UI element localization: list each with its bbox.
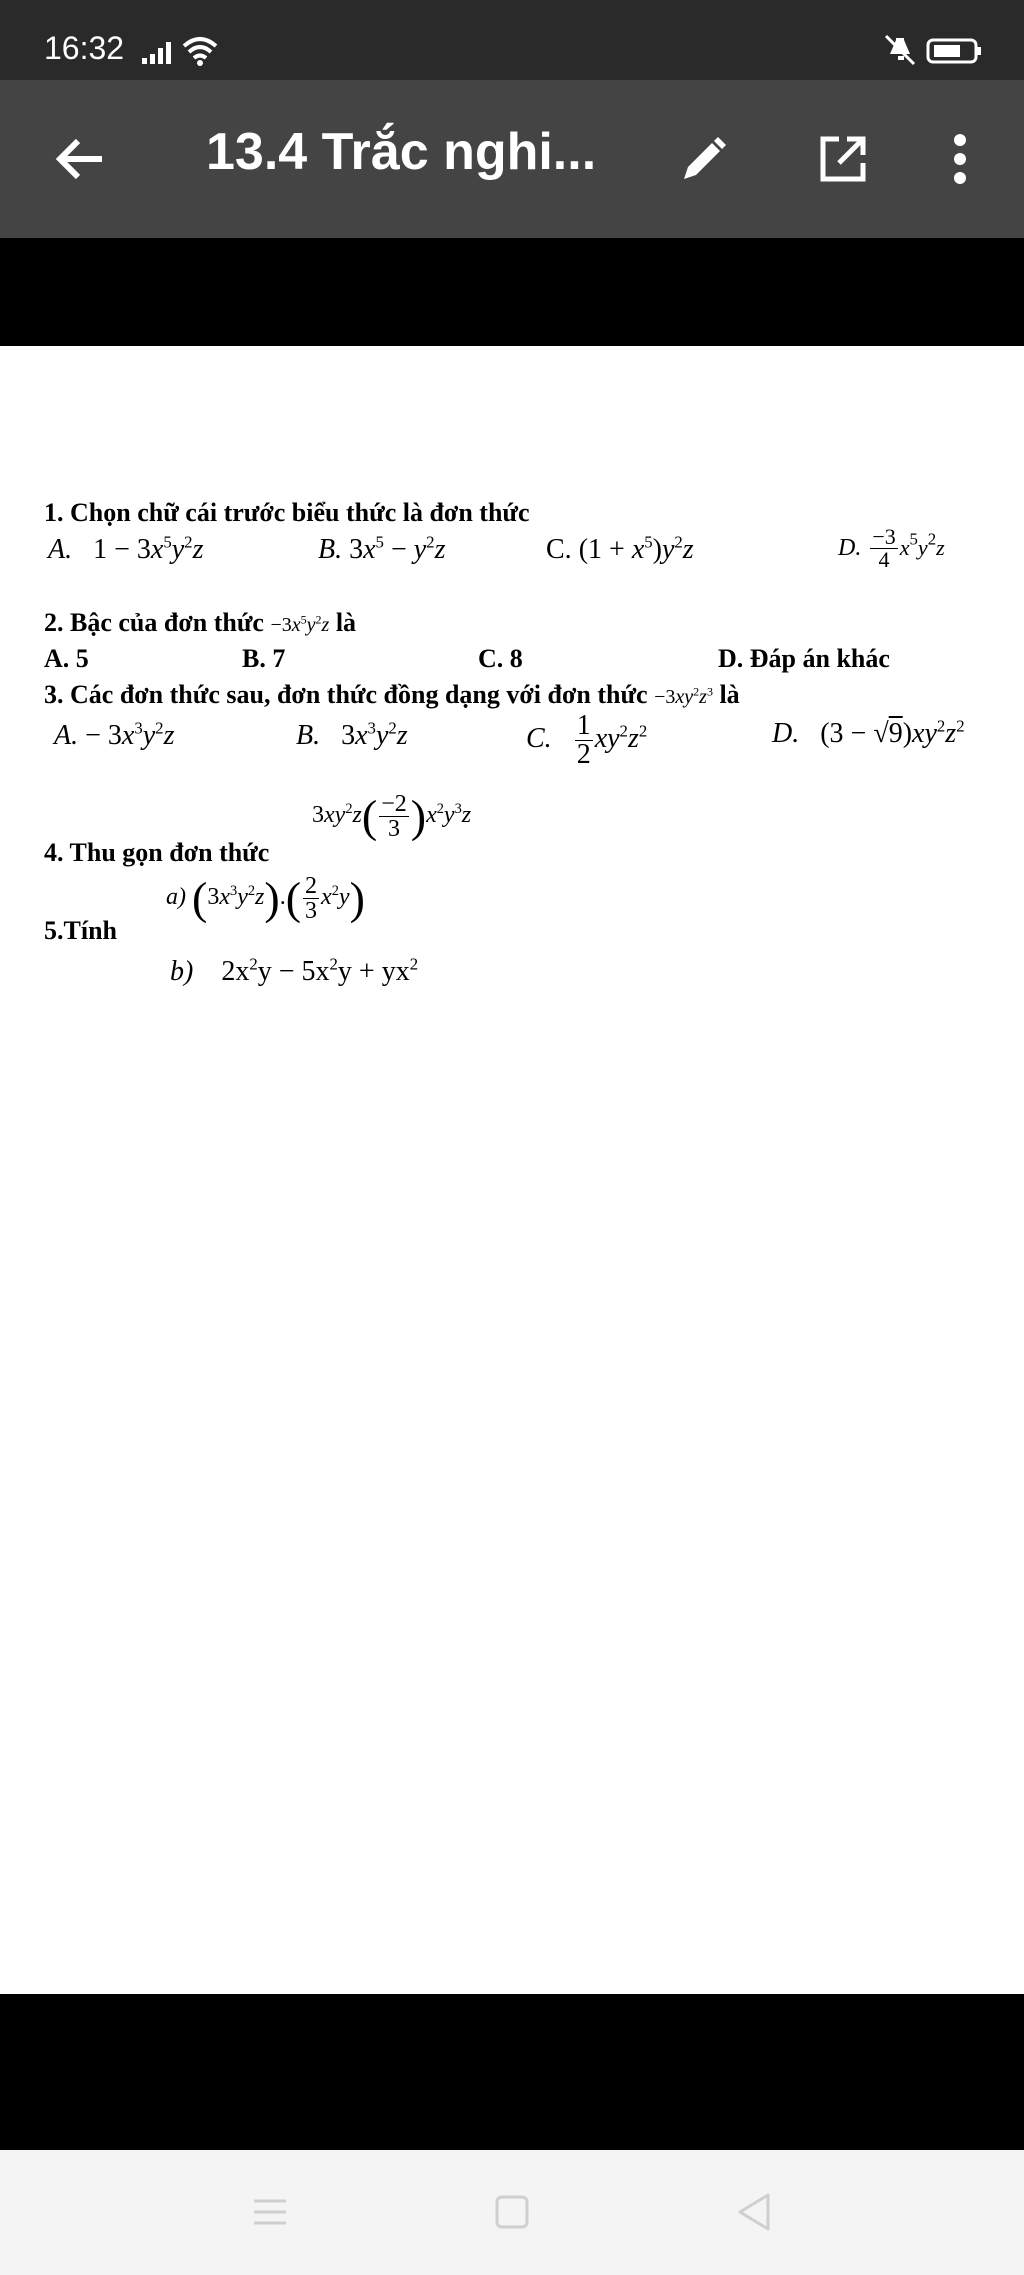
q3-line: 3. Các đơn thức sau, đơn thức đồng dạng với đơn thức $-3xy^2z^3$ là xyxy=(44,680,740,709)
q3-suffix: là xyxy=(719,680,740,709)
q2-option-d: D. Đáp án khác xyxy=(718,644,890,673)
status-time: 16:32 xyxy=(44,30,125,66)
q1-text: 1. Chọn chữ cái trước biểu thức là đơn thức xyxy=(44,498,530,527)
q3-text: 3. Các đơn thức sau, đơn thức đồng dạng với đơn thức xyxy=(44,680,648,709)
q2-option-c: C. 8 xyxy=(478,644,523,673)
status-right-icons xyxy=(884,34,984,71)
q1-d-label: D. xyxy=(838,534,862,561)
mute-battery-icons xyxy=(884,34,984,66)
app-bar xyxy=(0,80,1024,238)
recents-button[interactable] xyxy=(230,2180,310,2244)
q1-b-label: B. xyxy=(318,534,343,565)
q1-c-label: C. xyxy=(546,534,572,565)
q3-b-label: B. xyxy=(296,720,321,751)
q2-text: 2. Bậc của đơn thức xyxy=(44,608,264,637)
more-vert-icon xyxy=(952,133,968,185)
q3-d-label: D. xyxy=(772,718,800,749)
q2-suffix: là xyxy=(335,608,357,637)
q2-option-a: A. 5 xyxy=(44,644,89,673)
q3-a-label: A. xyxy=(54,720,79,751)
home-square-icon xyxy=(494,2194,530,2230)
edit-button[interactable] xyxy=(668,128,738,192)
open-external-button[interactable] xyxy=(808,126,878,192)
q5-b-label: b) xyxy=(170,956,194,987)
q2-line: 2. Bậc của đơn thức $-3x^5y^2z$ là xyxy=(44,608,357,637)
q1-option-d: D. $\frac{-3}{4}$ $x^5y^2z$ xyxy=(838,524,945,572)
back-triangle-icon xyxy=(736,2192,772,2232)
more-options-button[interactable] xyxy=(940,124,980,194)
pencil-icon xyxy=(678,135,728,185)
signal-wifi-icons xyxy=(140,34,230,66)
back-arrow-icon xyxy=(54,137,106,181)
status-bar xyxy=(0,0,1024,80)
document-title: 13.4 Trắc nghi... xyxy=(206,123,597,181)
q3-option-b: B. $3x^3y^2z$ xyxy=(296,718,408,751)
q5-part-b: b) $2x^2y - 5x^2y + yx^2$ xyxy=(170,954,419,987)
q5-text: 5.Tính xyxy=(44,916,117,945)
home-button[interactable] xyxy=(472,2180,552,2244)
q1-option-a: A. $1 - 3x^5y^2z$ xyxy=(48,532,204,565)
q5-a-label: a) xyxy=(166,884,186,911)
menu-lines-icon xyxy=(252,2197,288,2227)
q3-option-c: C. $\frac{1}{2}$ $xy^2z^2$ xyxy=(526,710,648,770)
top-black-band xyxy=(0,238,1024,346)
status-left-icons xyxy=(140,34,230,71)
q1-a-label: A. xyxy=(48,534,73,565)
back-button[interactable] xyxy=(40,124,120,194)
system-nav-bar xyxy=(0,2150,1024,2275)
open-external-icon xyxy=(817,133,869,185)
q3-option-a: A. − $3x^3y^2z$ xyxy=(54,718,175,751)
q1-option-b: B. $3x^5 - y^2z$ xyxy=(318,532,446,565)
q1-option-c: C. $(1 + x^5)y^2z$ xyxy=(546,532,694,565)
q5-part-a: a) $(3x^3y^2z)$.( $\frac{2}{3}$ $x^2y$) xyxy=(166,872,365,924)
q3-option-d: D. $(3 - √9)xy^2z^2$ xyxy=(772,716,965,749)
q3-c-label: C. xyxy=(526,722,552,754)
back-nav-button[interactable] xyxy=(714,2180,794,2244)
q2-option-b: B. 7 xyxy=(242,644,286,673)
document-page[interactable] xyxy=(0,346,1024,1994)
q4-expression: $3xy^2z$( $\frac{-2}{3}$ )$x^2y^3z$ xyxy=(312,790,472,842)
q4-text: 4. Thu gọn đơn thức xyxy=(44,838,270,867)
bottom-black-band xyxy=(0,1994,1024,2150)
